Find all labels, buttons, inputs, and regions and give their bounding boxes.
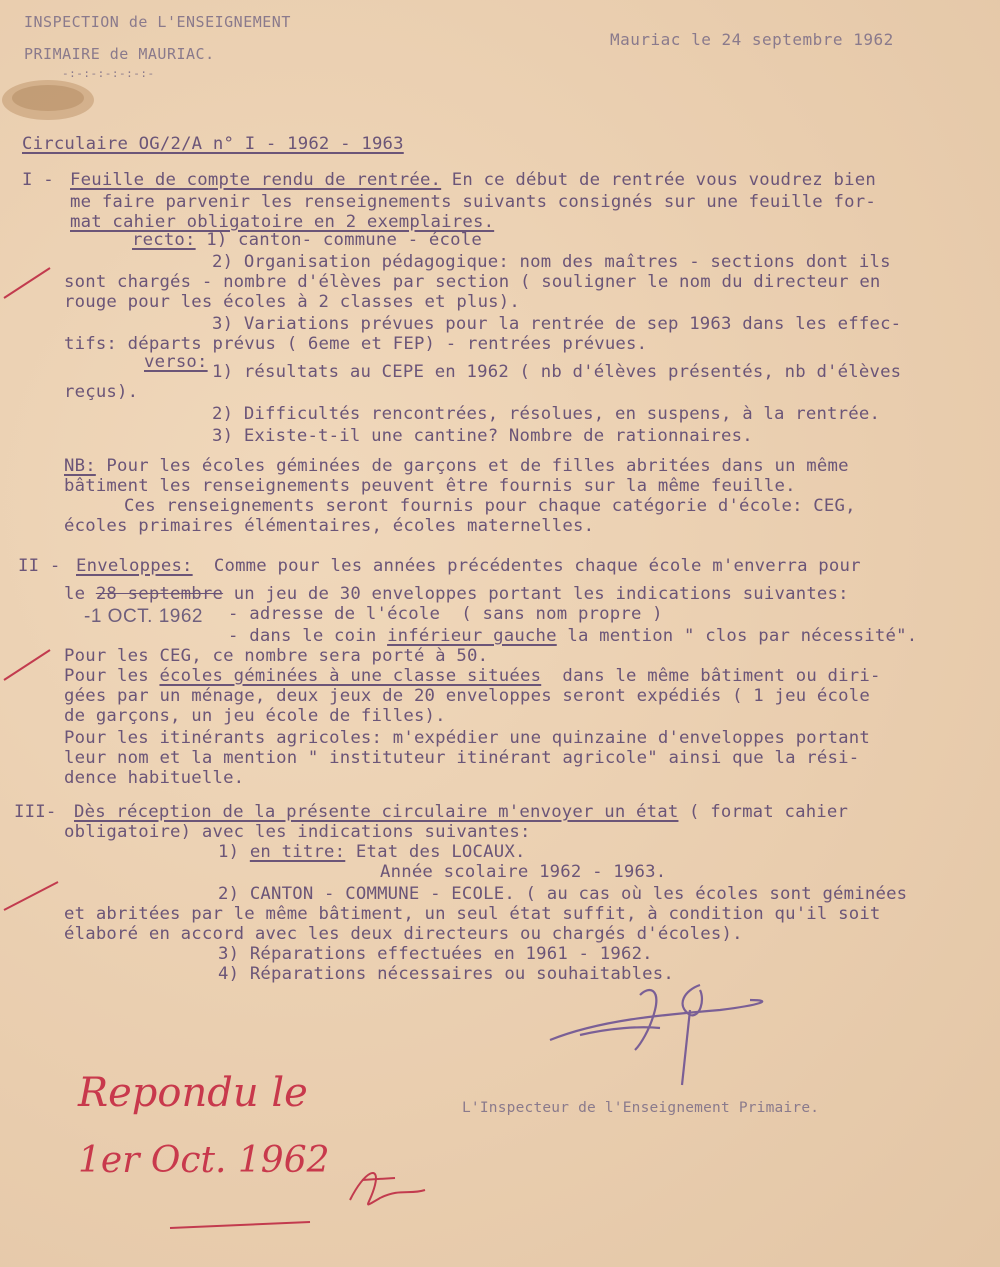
section-2-line-8: de garçons, un jeu école de filles). <box>64 706 446 726</box>
section-1-line-2: me faire parvenir les renseignements suivants consignés sur une feuille for- <box>70 192 876 212</box>
red-margin-mark <box>4 650 50 680</box>
section-3-line-1: Dès réception de la présente circulaire m'envoyer un état ( format cahier <box>74 802 849 822</box>
office-line-1: INSPECTION de L'ENSEIGNEMENT <box>24 13 291 31</box>
section-2-heading: Enveloppes: <box>76 556 193 576</box>
office-line-2: PRIMAIRE de MAURIAC. <box>24 45 215 63</box>
section-1-heading: Feuille de compte rendu de rentrée. <box>70 170 442 190</box>
section-3-heading: Dès réception de la présente circulaire m'envoyer un état <box>74 802 679 822</box>
red-margin-mark <box>4 882 58 910</box>
section-3-number: III- <box>14 802 57 822</box>
handwritten-reply-line-2: 1er Oct. 1962 <box>78 1140 330 1181</box>
section-2-line-3: - adresse de l'école ( sans nom propre ) <box>228 604 663 624</box>
section-1-line-6: sont chargés - nombre d'élèves par section ( souligner le nom du directeur en <box>64 272 881 292</box>
section-2-line-11: dence habituelle. <box>64 768 245 788</box>
received-date-stamp: -1 OCT. 1962 <box>84 606 203 627</box>
section-1-line-1: Feuille de compte rendu de rentrée. En ce début de rentrée vous voudrez bien <box>70 170 876 190</box>
section-1-line-13: 3) Existe-t-il une cantine? Nombre de rationnaires. <box>212 426 753 446</box>
section-3-line-5: 2) CANTON - COMMUNE - ECOLE. ( au cas où les écoles sont géminées <box>218 884 908 904</box>
nb-line-4: écoles primaires élémentaires, écoles maternelles. <box>64 516 595 536</box>
signature-title: L'Inspecteur de l'Enseignement Primaire. <box>462 1100 820 1116</box>
nb-line-1: NB: Pour les écoles géminées de garçons et de filles abritées dans un même <box>64 456 849 476</box>
section-2-number: II - <box>18 556 61 576</box>
handwritten-reply-line-1: Repondu le <box>78 1070 308 1116</box>
red-margin-mark <box>4 268 50 298</box>
section-1-line-4: recto: 1) canton- commune - école <box>132 230 482 250</box>
section-3-line-3: 1) en titre: Etat des LOCAUX. <box>218 842 526 862</box>
handwritten-initials <box>350 1173 425 1204</box>
struck-date: 28 septembre <box>95 584 224 604</box>
inspector-signature <box>550 985 762 1085</box>
section-1-number: I - <box>22 170 54 190</box>
document-date: Mauriac le 24 septembre 1962 <box>610 30 894 49</box>
section-1-line-12: 2) Difficultés rencontrées, résolues, en suspens, à la rentrée. <box>212 404 881 424</box>
section-2-line-4: - dans le coin inférieur gauche la mention " clos par nécessité". <box>228 626 918 646</box>
section-1-line-5: 2) Organisation pédagogique: nom des maîtres - sections dont ils <box>212 252 891 272</box>
section-2-line-5: Pour les CEG, ce nombre sera porté à 50. <box>64 646 489 666</box>
recto-label: recto: <box>132 230 196 250</box>
handwritten-underline <box>170 1222 310 1228</box>
verso-label: verso: <box>144 352 208 372</box>
circular-title: Circulaire OG/2/A n° I - 1962 - 1963 <box>22 134 404 154</box>
section-1-line-9: tifs: départs prévus ( 6eme et FEP) - rentrées prévues. <box>64 334 648 354</box>
section-2-line-6: Pour les écoles géminées à une classe situées dans le même bâtiment ou diri- <box>64 666 881 686</box>
section-2-line-7: gées par un ménage, deux jeux de 20 enveloppes seront expédiés ( 1 jeu école <box>64 686 870 706</box>
nb-line-2: bâtiment les renseignements peuvent être fournis sur la même feuille. <box>64 476 796 496</box>
section-3-line-4: Année scolaire 1962 - 1963. <box>380 862 667 882</box>
section-1-line-7: rouge pour les écoles à 2 classes et plus). <box>64 292 520 312</box>
section-1-line-11: reçus). <box>64 382 139 402</box>
section-3-line-9: 4) Réparations nécessaires ou souhaitables. <box>218 964 674 984</box>
section-3-line-6: et abritées par le même bâtiment, un seul état suffit, à condition qu'il soit <box>64 904 881 924</box>
nb-line-3: Ces renseignements seront fournis pour chaque catégorie d'école: CEG, <box>124 496 856 516</box>
section-2-line-9: Pour les itinérants agricoles: m'expédier une quinzaine d'enveloppes portant <box>64 728 870 748</box>
section-2-line-1: Enveloppes: Comme pour les années précédentes chaque école m'enverra pour <box>76 556 861 576</box>
header-dashes: -:-:-:-:-:-:- <box>62 67 155 80</box>
section-1-line-10: 1) résultats au CEPE en 1962 ( nb d'élèves présentés, nb d'élèves <box>212 362 902 382</box>
section-2-line-10: leur nom et la mention " instituteur itinérant agricole" ainsi que la rési- <box>64 748 860 768</box>
nb-label: NB: <box>64 456 96 476</box>
section-1-line-3: mat cahier obligatoire en 2 exemplaires. <box>70 212 495 232</box>
section-3-line-8: 3) Réparations effectuées en 1961 - 1962. <box>218 944 653 964</box>
section-1-line-8: 3) Variations prévues pour la rentrée de sep 1963 dans les effec- <box>212 314 902 334</box>
section-3-line-7: élaboré en accord avec les deux directeurs ou chargés d'écoles). <box>64 924 743 944</box>
section-2-line-2: le 28 septembre un jeu de 30 enveloppes portant les indications suivantes: <box>64 584 849 604</box>
section-3-line-2: obligatoire) avec les indications suivantes: <box>64 822 531 842</box>
